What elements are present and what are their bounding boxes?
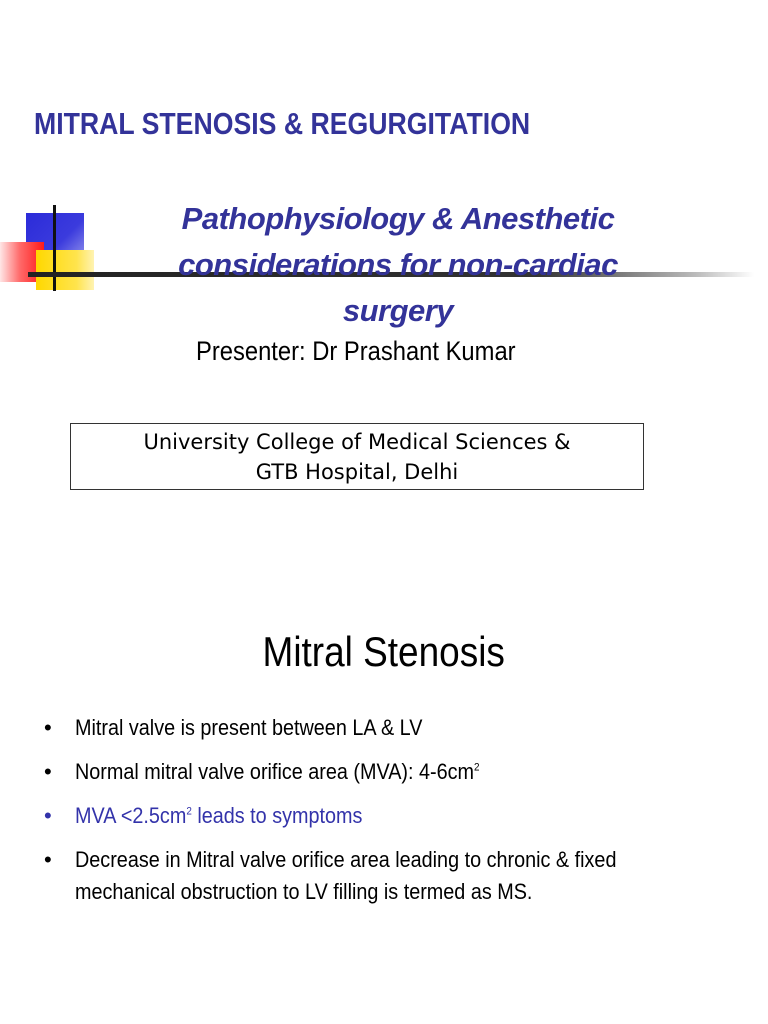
yellow-square-decoration xyxy=(36,250,94,290)
subtitle-line: surgery xyxy=(342,293,454,328)
bullet-text: MVA <2.5cm xyxy=(75,803,187,828)
affiliation-line: GTB Hospital, Delhi xyxy=(255,460,459,484)
main-title: MITRAL STENOSIS & REGURGITATION xyxy=(34,106,531,141)
mitral-stenosis-slide xyxy=(0,560,768,1024)
bullet-dot: • xyxy=(44,715,52,740)
affiliation-box xyxy=(70,423,644,490)
bullet-dot: • xyxy=(44,803,52,828)
bullet-list xyxy=(44,712,744,920)
subtitle-line: Pathophysiology & Anesthetic xyxy=(181,201,615,236)
slide-title xyxy=(0,628,768,676)
bullet-text: leads to symptoms xyxy=(191,803,363,828)
slide-title-text: Mitral Stenosis xyxy=(262,628,506,675)
bullet-item xyxy=(44,756,744,788)
presenter-line: Presenter: Dr Prashant Kumar xyxy=(196,336,516,366)
bullet-text: Mitral valve is present between LA & LV xyxy=(75,715,423,740)
bullet-item-highlighted xyxy=(44,800,744,832)
bullet-item xyxy=(44,712,744,744)
subtitle xyxy=(120,196,676,334)
affiliation-line: University College of Medical Sciences & xyxy=(143,430,571,454)
bullet-dot: • xyxy=(44,759,52,784)
bullet-item xyxy=(44,844,744,908)
bullet-text: Decrease in Mitral valve orifice area leading to chronic & fixed mechanical obstruction to LV filling is termed as MS. xyxy=(75,847,617,904)
bullet-dot: • xyxy=(44,847,52,872)
bullet-text: Normal mitral valve orifice area (MVA): 4-6cm xyxy=(75,759,475,784)
vertical-divider-line xyxy=(53,205,56,291)
superscript: 2 xyxy=(474,761,480,774)
superscript: 2 xyxy=(186,805,192,818)
subtitle-line: considerations for non-cardiac xyxy=(178,247,618,282)
